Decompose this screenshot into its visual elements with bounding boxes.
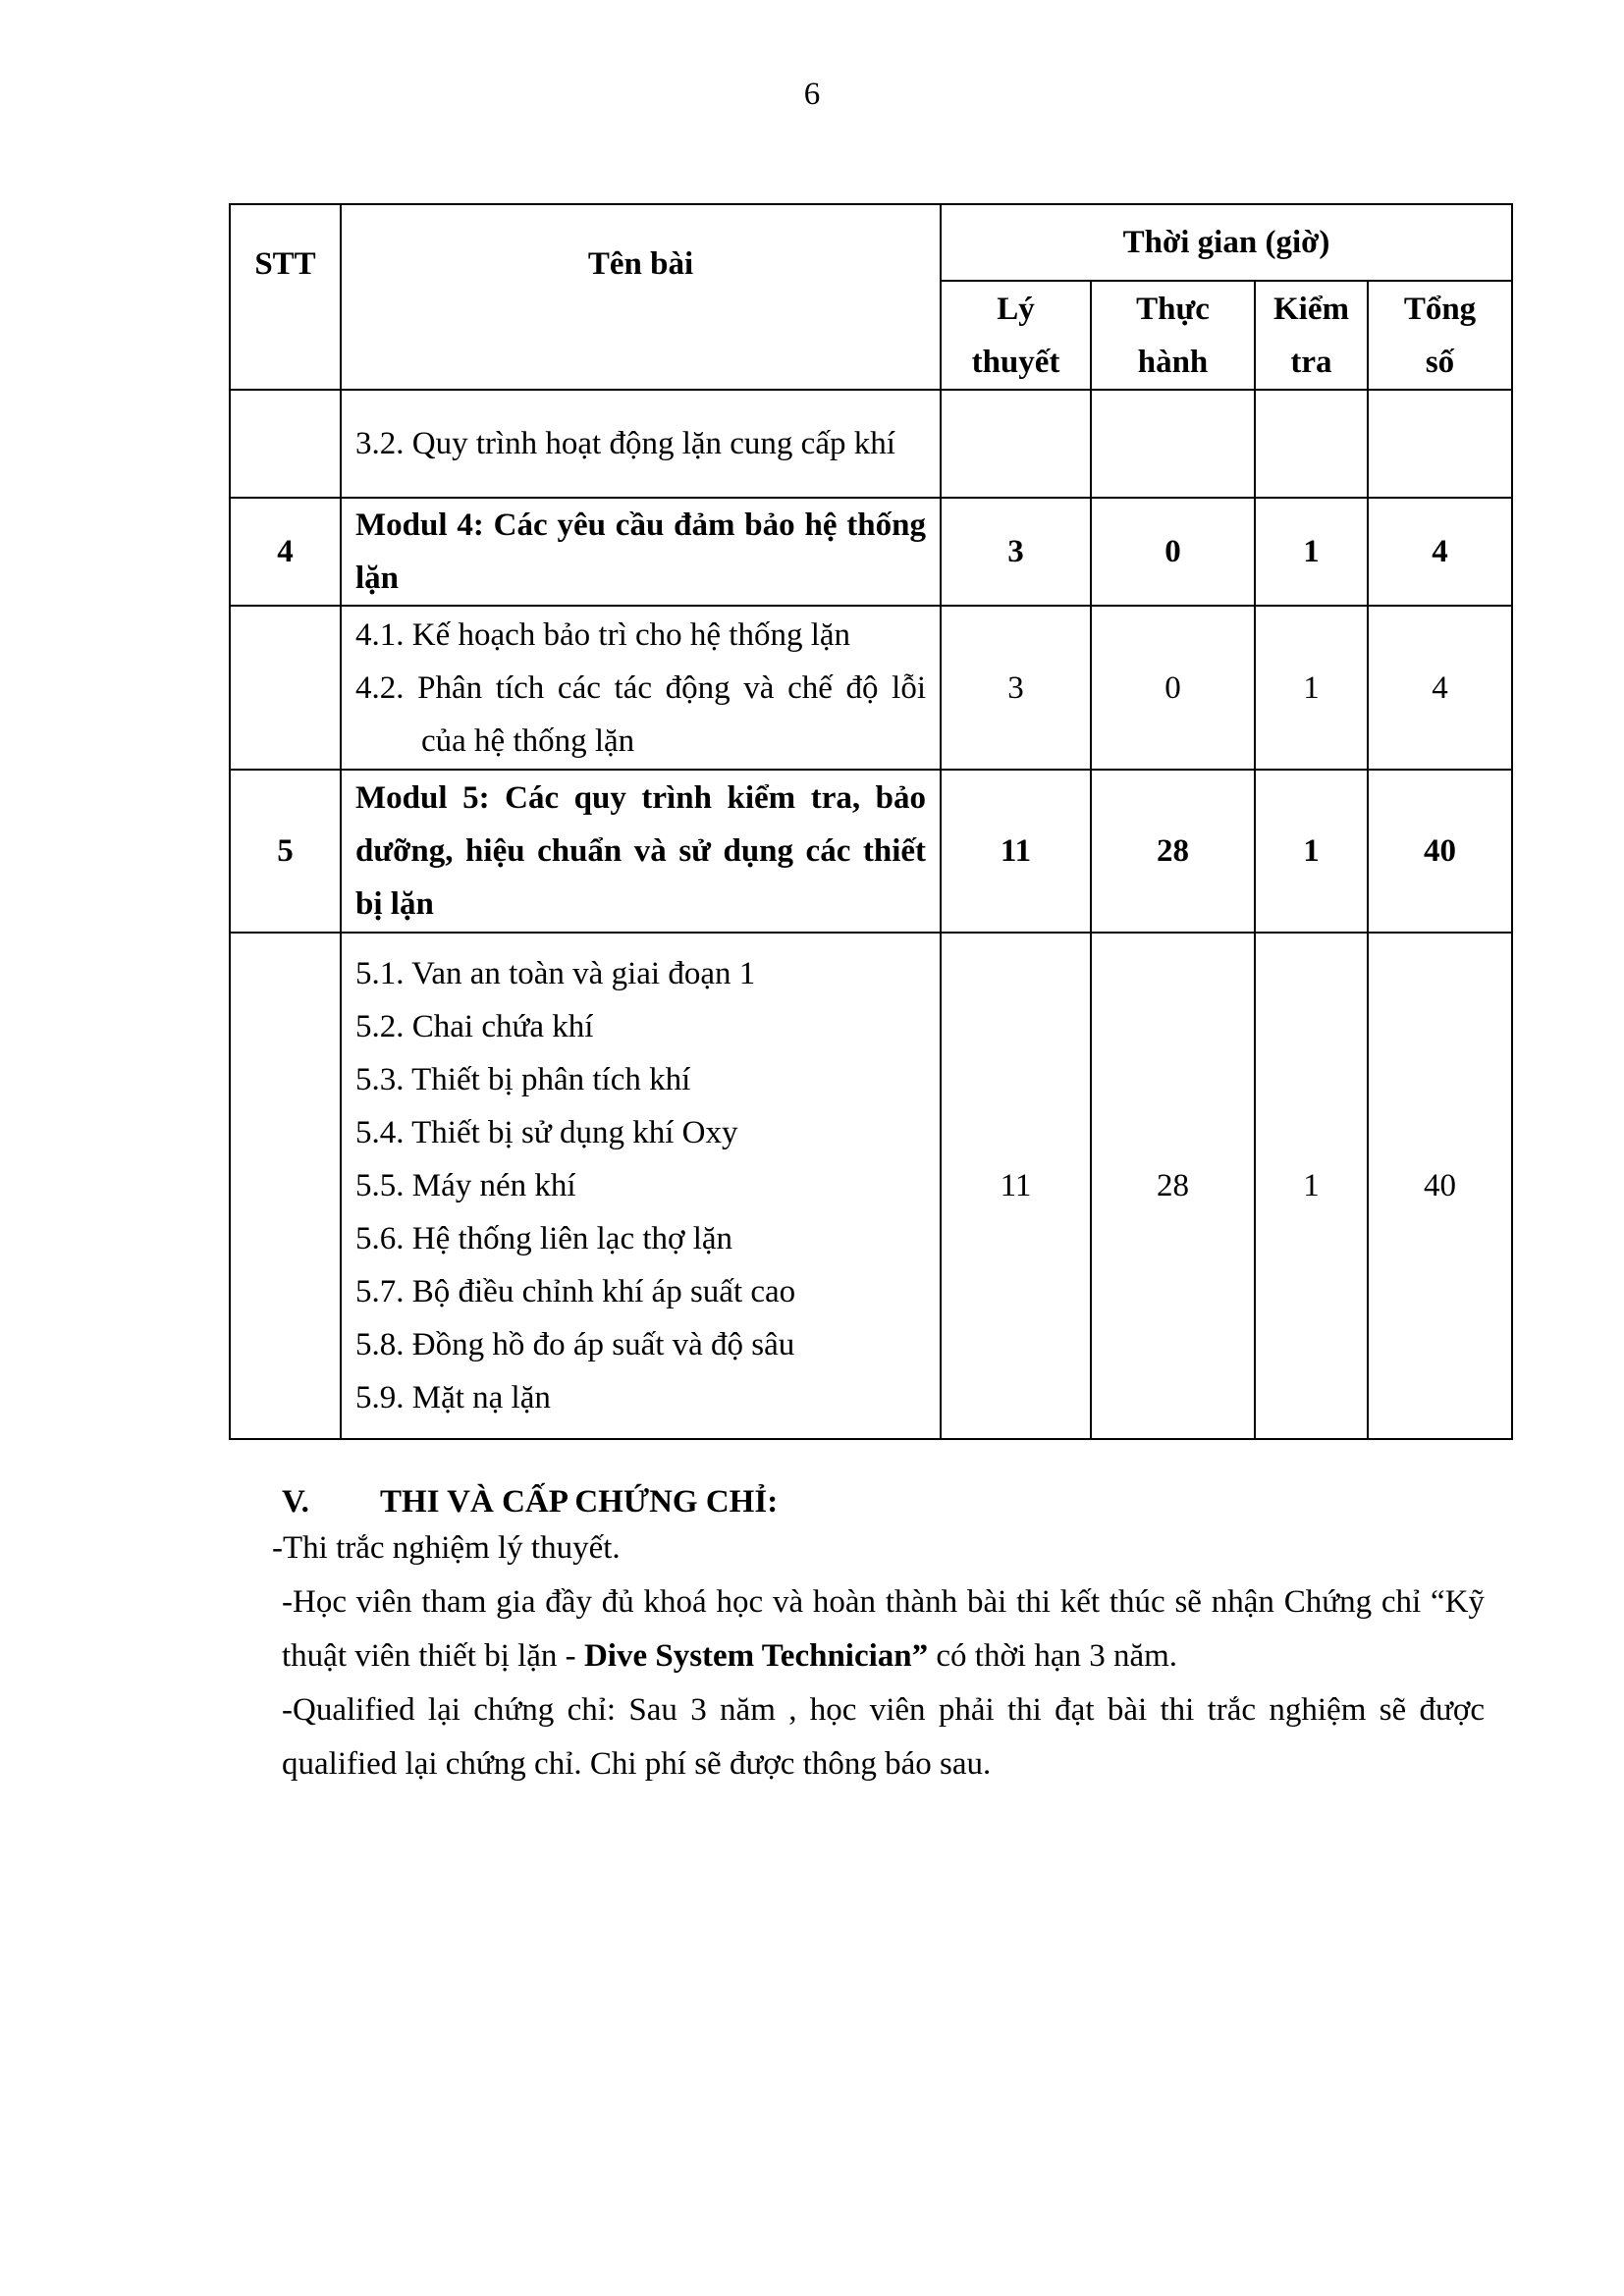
cell-lesson-name (341, 770, 941, 933)
cell-stt: 5 (230, 770, 341, 933)
cell-lesson-name (341, 498, 941, 606)
cell-practice: 0 (1091, 606, 1255, 770)
cell-practice (1091, 390, 1255, 498)
table-row (230, 498, 1512, 606)
table-row (230, 770, 1512, 933)
lesson-item: 5.7. Bộ điều chỉnh khí áp suất cao (355, 1274, 796, 1309)
cell-stt (230, 606, 341, 770)
section-item-1: -Thi trắc nghiệm lý thuyết. (272, 1530, 621, 1566)
section-item-2: -Học viên tham gia đầy đủ khoá học và hoàn thành bài thi kết thúc sẽ nhận Chứng chỉ “Kỹ thuật viên thiết bị lặn - Dive System Technician” có thời hạn 3 năm. (282, 1584, 1485, 1674)
header-stt: STT (230, 204, 341, 390)
lesson-item: 3.2. Quy trình hoạt động lặn cung cấp khí (355, 426, 895, 461)
table-body (230, 390, 1512, 1439)
cell-practice: 28 (1091, 770, 1255, 933)
curriculum-table (229, 203, 1513, 1440)
lesson-item: 5.9. Mặt nạ lặn (355, 1380, 551, 1415)
cell-test: 1 (1255, 933, 1368, 1439)
lesson-item: 4.2. Phân tích các tác động và chế độ lỗi của hệ thống lặn (355, 669, 926, 759)
cell-practice: 0 (1091, 498, 1255, 606)
cell-test: 1 (1255, 498, 1368, 606)
header-theory: Lý thuyết (941, 281, 1091, 390)
cell-stt (230, 933, 341, 1439)
cell-test: 1 (1255, 606, 1368, 770)
cell-total: 4 (1368, 498, 1512, 606)
section-heading (282, 1482, 1485, 1522)
section-number: V. (282, 1484, 309, 1520)
cell-theory: 11 (941, 933, 1091, 1439)
cell-lesson-name (341, 390, 941, 498)
table-row (230, 390, 1512, 498)
cell-stt: 4 (230, 498, 341, 606)
cell-test (1255, 390, 1368, 498)
cell-theory: 3 (941, 606, 1091, 770)
module-title: Modul 5: Các quy trình kiểm tra, bảo dưỡng, hiệu chuẩn và sử dụng các thiết bị lặn (355, 780, 926, 922)
header-test: Kiểm tra (1255, 281, 1368, 390)
cell-theory (941, 390, 1091, 498)
table-row (230, 933, 1512, 1439)
section-title: THI VÀ CẤP CHỨNG CHỈ: (380, 1484, 779, 1520)
header-total: Tổng số (1368, 281, 1512, 390)
cell-lesson-name (341, 606, 941, 770)
cell-theory: 3 (941, 498, 1091, 606)
lesson-item: 5.3. Thiết bị phân tích khí (355, 1062, 691, 1097)
cell-practice: 28 (1091, 933, 1255, 1439)
section-item-3: -Qualified lại chứng chỉ: Sau 3 năm , học viên phải thi đạt bài thi trắc nghiệm sẽ được qualified lại chứng chỉ. Chi phí sẽ được thông báo sau. (282, 1692, 1485, 1782)
lesson-item: 5.5. Máy nén khí (355, 1168, 576, 1203)
cell-total: 40 (1368, 933, 1512, 1439)
lesson-item: 5.6. Hệ thống liên lạc thợ lặn (355, 1221, 733, 1256)
cell-total: 4 (1368, 606, 1512, 770)
exam-certificate-section (272, 1482, 1485, 1791)
page-number: 6 (803, 77, 821, 112)
table-row (230, 606, 1512, 770)
module-title: Modul 4: Các yêu cầu đảm bảo hệ thống lặn (355, 507, 926, 596)
cell-stt (230, 390, 341, 498)
cell-theory: 11 (941, 770, 1091, 933)
header-lesson-name: Tên bài (341, 204, 941, 390)
cell-total: 40 (1368, 770, 1512, 933)
lesson-item: 5.2. Chai chứa khí (355, 1009, 594, 1044)
lesson-item: 5.1. Van an toàn và giai đoạn 1 (355, 956, 756, 991)
lesson-item: 4.1. Kế hoạch bảo trì cho hệ thống lặn (355, 616, 851, 653)
header-time-group: Thời gian (giờ) (941, 204, 1512, 281)
cell-lesson-name (341, 933, 941, 1439)
lesson-item: 5.8. Đồng hồ đo áp suất và độ sâu (355, 1327, 795, 1362)
cell-total (1368, 390, 1512, 498)
lesson-item: 5.4. Thiết bị sử dụng khí Oxy (355, 1115, 738, 1150)
cell-test: 1 (1255, 770, 1368, 933)
header-practice: Thực hành (1091, 281, 1255, 390)
